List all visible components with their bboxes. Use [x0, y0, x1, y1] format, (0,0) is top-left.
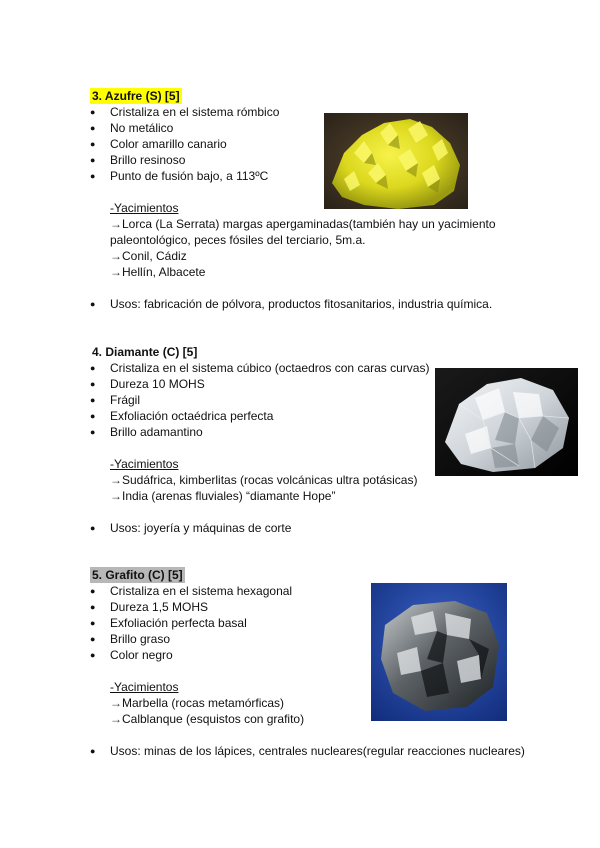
yacimiento-line: →Marbella (rocas metamórficas) [110, 696, 285, 710]
list-item: ● Dureza 1,5 MOHS [90, 599, 570, 615]
yacimientos-title: -Yacimientos [110, 457, 179, 471]
yacimiento-line: →Lorca (La Serrata) margas apergaminadas(también hay un yacimiento [110, 217, 496, 231]
arrow-icon: → [110, 712, 122, 726]
list-item: ● Brillo resinoso [90, 152, 570, 168]
section-heading: 4. Diamante (C) [5] [92, 345, 198, 359]
list-item: ● No metálico [90, 120, 570, 136]
list-item: ● Exfoliación octaédrica perfecta [90, 408, 570, 424]
diamond-photo [435, 368, 578, 476]
yacimiento-line: →Conil, Cádiz [110, 249, 187, 263]
yacimientos-title: -Yacimientos [110, 201, 179, 215]
yacimientos [110, 200, 570, 280]
arrow-icon: → [110, 265, 122, 279]
yacimiento-line: →Calblanque (esquistos con grafito) [110, 712, 305, 726]
section-heading: 5. Grafito (C) [5] [92, 568, 183, 582]
list-item: ● Cristaliza en el sistema hexagonal [90, 583, 570, 599]
yacimiento-line: →Sudáfrica, kimberlitas (rocas volcánicas ultra potásicas) [110, 473, 418, 487]
graphite-photo [371, 583, 507, 721]
list-item: ● Cristaliza en el sistema rómbico [90, 104, 570, 120]
list-item: ● Frágil [90, 392, 570, 408]
arrow-icon: → [110, 696, 122, 710]
usos-item: ● Usos: minas de los lápices, centrales nucleares(regular reacciones nucleares) [90, 743, 570, 759]
yacimiento-line: paleontológico, peces fósiles del terciario, 5m.a. [110, 233, 366, 247]
list-item: ● Dureza 10 MOHS [90, 376, 570, 392]
arrow-icon: → [110, 249, 122, 263]
yacimiento-line: →India (arenas fluviales) “diamante Hope” [110, 489, 336, 503]
list-item: ● Brillo adamantino [90, 424, 570, 440]
yacimientos-title: -Yacimientos [110, 680, 179, 694]
arrow-icon: → [110, 489, 122, 503]
arrow-icon: → [110, 217, 122, 231]
arrow-icon: → [110, 473, 122, 487]
section-heading: 3. Azufre (S) [5] [92, 89, 180, 103]
usos-item: ● Usos: joyería y máquinas de corte [90, 520, 570, 536]
usos-item: ● Usos: fabricación de pólvora, productos fitosanitarios, industria química. [90, 296, 570, 312]
list-item: ● Color negro [90, 647, 570, 663]
list-item: ● Brillo graso [90, 631, 570, 647]
list-item: ● Color amarillo canario [90, 136, 570, 152]
yacimiento-line: →Hellín, Albacete [110, 265, 206, 279]
list-item: ● Punto de fusión bajo, a 113ºC [90, 168, 570, 184]
sulfur-crystal-photo [324, 113, 468, 209]
list-item: ● Cristaliza en el sistema cúbico (octaedros con caras curvas) [90, 360, 570, 376]
list-item: ● Exfoliación perfecta basal [90, 615, 570, 631]
